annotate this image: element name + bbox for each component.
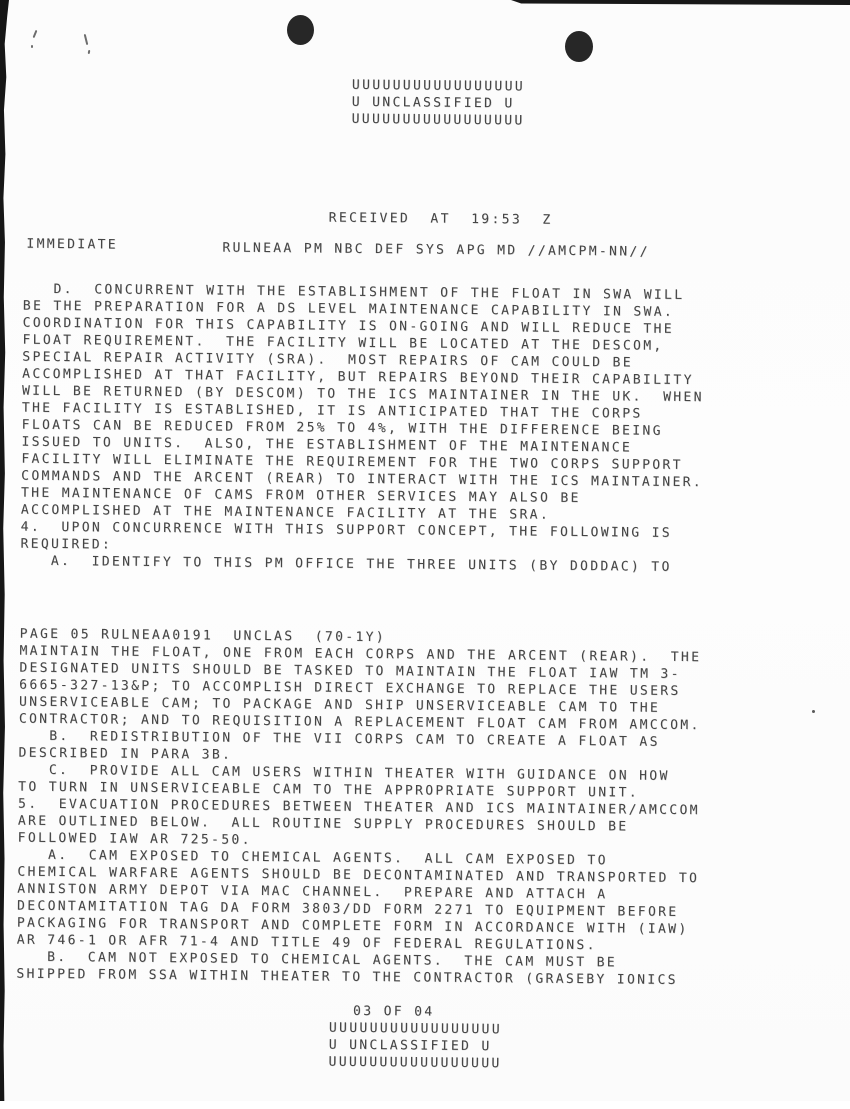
message-body-section-2: MAINTAIN THE FLOAT, ONE FROM EACH CORPS AND THE ARCENT (REAR). THE DESIGNATED UNITS SHOULD BE TASKED TO MAINTAIN THE FLOAT IAW TM 3- 6665-327-13&P; TO ACCOMPLISH DIRECT EXCHANGE TO REPLACE THE USERS UNSERVICEABLE CAM; TO PACKAGE AND SHIP UNSERVICEABLE CAM TO THE CONTRACTOR; AND TO REQUISITION A REPLACEMENT FLOAT CAM FROM AMCCOM. B. REDISTRIBUTION OF THE VII CORPS CAM TO CREATE A FLOAT AS DESCRIBED IN PARA 3B. C. PROVIDE ALL CAM USERS WITHIN THEATER WITH GUIDANCE ON HOW TO TURN IN UNSERVICEABLE CAM TO THE APPROPRIATE SUPPORT UNIT. 5. EVACUATION PROCEDURES BETWEEN THEATER AND ICS MAINTAINER/AMCCOM ARE OUTLINED BELOW. ALL ROUTINE SUPPLY PROCEDURES SHOULD BE FOLLOWED IAW AR 725-50. A. CAM EXPOSED TO CHEMICAL AGENTS. ALL CAM EXPOSED TO CHEMICAL WARFARE AGENTS SHOULD BE DECONTAMINATED AND TRANSPORTED TO ANNISTON ARMY DEPOT VIA MAC CHANNEL. PREPARE AND ATTACH A DECONTAMITATION TAG DA FORM 3803/DD FORM 2271 TO EQUIPMENT BEFORE PACKAGING FOR TRANSPORT AND COMPLETE FORM IN ACCORDANCE WITH (IAW) AR 746-1 OR AFR 71-4 AND TITLE 49 OF FEDERAL REGULATIONS. B. CAM NOT EXPOSED TO CHEMICAL AGENTS. THE CAM MUST BE SHIPPED FROM SSA WITHIN THEATER TO THE CONTRACTOR (GRASEBY IONICS	[16, 643, 702, 988]
classification-banner-bottom: UUUUUUUUUUUUUUUUU U UNCLASSIFIED U UUUUUUUUUUUUUUUUU	[328, 1020, 502, 1072]
routing-line: RULNEAA PM NBC DEF SYS APG MD //AMCPM-NN//	[222, 240, 650, 260]
page-number: 03 OF 04	[353, 1003, 435, 1020]
precedence-label: IMMEDIATE	[26, 236, 119, 253]
page-header-line: PAGE 05 RULNEAA0191 UNCLAS (70-1Y)	[19, 626, 387, 646]
message-body-section-1: D. CONCURRENT WITH THE ESTABLISHMENT OF THE FLOAT IN SWA WILL BE THE PREPARATION FOR A DS LEVEL MAINTENANCE CAPABILITY IN SWA. COORDINATION FOR THIS CAPABILITY IS ON-GOING AND WILL REDUCE THE FLOAT REQUIREMENT. THE FACILITY WILL BE LOCATED AT THE DESCOM, SPECIAL REPAIR ACTIVITY (SRA). MOST REPAIRS OF CAM COULD BE ACCOMPLISHED AT THAT FACILITY, BUT REPAIRS BEYOND THEIR CAPABILITY WILL BE RETURNED (BY DESCOM) TO THE ICS MAINTAINER IN THE UK. WHEN THE FACILITY IS ESTABLISHED, IT IS ANTICIPATED THAT THE CORPS FLOATS CAN BE REDUCED FROM 25% TO 4%, WITH THE DIFFERENCE BEING ISSUED TO UNITS. ALSO, THE ESTABLISHMENT OF THE MAINTENANCE FACILITY WILL ELIMINATE THE REQUIREMENT FOR THE TWO CORPS SUPPORT COMMANDS AND THE ARCENT (REAR) TO INTERACT WITH THE ICS MAINTAINER. THE MAINTENANCE OF CAMS FROM OTHER SERVICES MAY ALSO BE ACCOMPLISHED AT THE MAINTENANCE FACILITY AT THE SRA. 4. UPON CONCURRENCE WITH THIS SUPPORT CONCEPT, THE FOLLOWING IS REQUIRED: A. IDENTIFY TO THIS PM OFFICE THE THREE UNITS (BY DODDAC) TO	[20, 281, 704, 575]
received-stamp-line: RECEIVED AT 19:53 Z	[328, 210, 553, 228]
classification-banner-top: UUUUUUUUUUUUUUUUU U UNCLASSIFIED U UUUUUUUUUUUUUUUUU	[351, 77, 526, 129]
